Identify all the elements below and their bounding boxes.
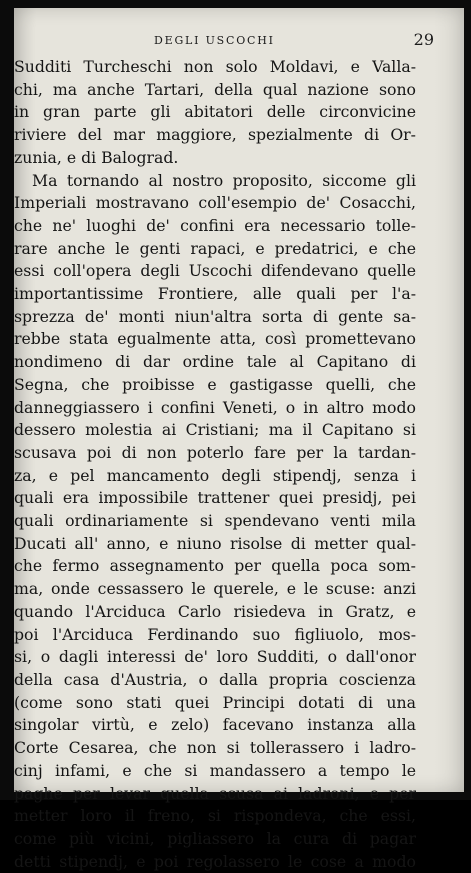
text-line: Corte Cesarea, che non si tollerassero i ladro- bbox=[14, 738, 416, 758]
text-line: zunia, e di Balograd. bbox=[14, 147, 179, 167]
text-line: che ne' luoghi de' confini era necessario tolle- bbox=[14, 215, 416, 235]
text-line: quali ordinariamente si spendevano venti mila bbox=[14, 511, 416, 531]
text-line: della casa d'Austria, o dalla propria coscienza bbox=[14, 669, 416, 689]
text-line: riviere del mar maggiore, spezialmente di Or- bbox=[14, 125, 416, 145]
text-line: chi, ma anche Tartari, della qual nazione sono bbox=[14, 79, 416, 99]
book-page bbox=[14, 8, 464, 871]
text-line: danneggiassero i confini Veneti, o in altro modo bbox=[14, 397, 416, 417]
text-line: Segna, che proibisse e gastigasse quelli, che bbox=[14, 374, 416, 394]
text-line: si, o dagli interessi de' loro Sudditi, o dall'onor bbox=[14, 647, 416, 667]
text-line: dessero molestia ai Cristiani; ma il Capitano si bbox=[14, 420, 416, 440]
text-line: quando l'Arciduca Carlo risiedeva in Gratz, e bbox=[14, 601, 416, 621]
text-line: come più vicini, pigliassero la cura di pagar bbox=[14, 828, 416, 848]
text-line: rare anche le genti rapaci, e predatrici, e che bbox=[14, 238, 416, 258]
body-text bbox=[14, 56, 416, 873]
text-line: essi coll'opera degli Uscochi difendevano quelle bbox=[14, 261, 416, 281]
text-line: ma, onde cessassero le querele, e le scuse: anzi bbox=[14, 579, 416, 599]
text-line: Imperiali mostravano coll'esempio de' Cosacchi, bbox=[14, 193, 416, 213]
text-line: (come sono stati quei Principi dotati di una bbox=[14, 692, 416, 712]
text-line: Ducati all' anno, e niuno risolse di metter qual- bbox=[14, 533, 416, 553]
text-line: in gran parte gli abitatori delle circonvicine bbox=[14, 102, 416, 122]
text-line: rebbe stata egualmente atta, così promettevano bbox=[14, 329, 416, 349]
text-line: Ma tornando al nostro proposito, siccome gli bbox=[32, 170, 416, 190]
text-line: metter loro il freno, si rispondeva, che essi, bbox=[14, 806, 416, 826]
page-number: 29 bbox=[413, 30, 434, 49]
text-line: paghe per levar quella scusa ai ladroni, e per bbox=[14, 783, 416, 803]
page-header bbox=[14, 30, 464, 52]
text-line: quali era impossibile trattener quei presidj, pei bbox=[14, 488, 416, 508]
text-line: singolar virtù, e zelo) facevano instanza alla bbox=[14, 715, 416, 735]
text-line: detti stipendj, e poi regolassero le cose a modo bbox=[14, 851, 416, 871]
running-head: DEGLI USCOCHI bbox=[154, 34, 275, 47]
text-line: importantissime Frontiere, alle quali per l'a- bbox=[14, 284, 416, 304]
text-line: cinj infami, e che si mandassero a tempo le bbox=[14, 760, 416, 780]
text-line: scusava poi di non poterlo fare per la tardan- bbox=[14, 442, 416, 462]
text-line: Sudditi Turcheschi non solo Moldavi, e Valla- bbox=[14, 57, 416, 76]
text-line: za, e pel mancamento degli stipendj, senza i bbox=[14, 465, 416, 485]
text-line: nondimeno di dar ordine tale al Capitano di bbox=[14, 352, 416, 372]
text-line: poi l'Arciduca Ferdinando suo figliuolo, mos- bbox=[14, 624, 416, 644]
text-line: che fermo assegnamento per quella poca som- bbox=[14, 556, 416, 576]
text-line: sprezza de' monti niun'altra sorta di gente sa- bbox=[14, 306, 416, 326]
